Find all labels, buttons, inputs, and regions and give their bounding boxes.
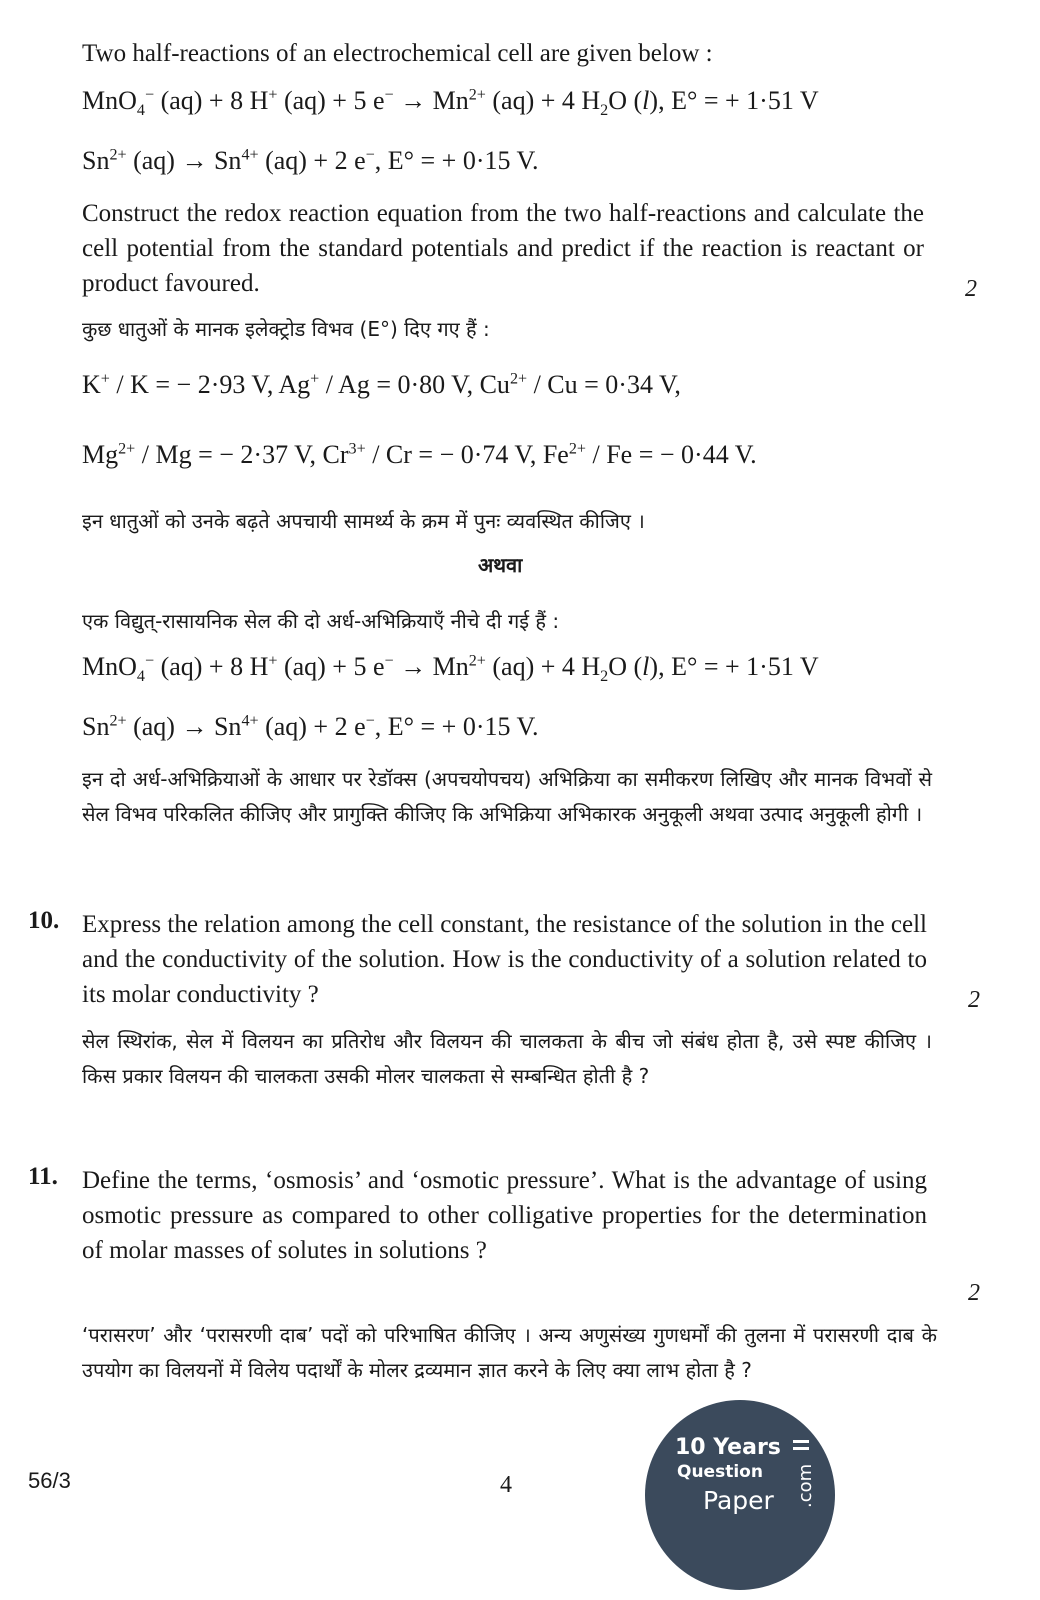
logo-line-3: Paper [703,1486,774,1515]
q10-number: 10. [28,907,60,934]
q11-text: Define the terms, ‘osmosis’ and ‘osmotic pressure’. What is the advantage of using osmotic pressure as compared to other colligative properties for the determination of molar masses of solutes in solutions ? [82,1167,927,1264]
q9-hindi-question: इन धातुओं को उनके बढ़ते अपचायी सामर्थ्य के क्रम में पुनः व्यवस्थित कीजिए । [82,509,645,533]
potentials-row-2: $Mg^{2+}$ / Mg = − 2·37 V, $Cr^{3+}$ / Cr = − 0·74 V, $Fe^{2+}$ / Fe = − 0·44 V. [82,440,757,469]
q9-marks: 2 [965,276,977,302]
q10-hindi: सेल स्थिरांक, सेल में विलयन का प्रतिरोध और विलयन की चालकता के बीच जो संबंध होता है, उसे स्पष्ट कीजिए । किस प्रकार विलयन की चालकता उसकी मोलर चालकता से सम्बन्धित होती है ? [82,1029,932,1088]
q10-marks: 2 [968,987,980,1013]
potentials-row-1: K+ / K = − 2·93 V, Ag+ / Ag = 0·80 V, $Cu^{2+} / Cu = 0\cdot 34$ V, [82,370,681,399]
equation-mno4: MnO$_4$− (aq) + 8 H+ (aq) + 5 $e^- \to Mn^{2+}$ (aq) + 4 $H_2O$ (l), E° = + 1·51 V [82,86,819,120]
q11-marks: 2 [968,1280,980,1306]
q9-question: Construct the redox reaction equation from the two half-reactions and calculate the cell potential from the standard potentials and predict if the reaction is reactant or product favoured. [82,200,924,297]
q11-number: 11. [28,1163,58,1190]
or-separator: अथवा [478,553,523,577]
q9-hindi-intro: कुछ धातुओं के मानक इलेक्ट्रोड विभव (E°) दिए गए हैं : [82,317,490,341]
q10-text: Express the relation among the cell constant, the resistance of the solution in the cell and the conductivity of the solution. How is the conductivity of a solution related to its molar conductivity ? [82,911,927,1008]
page-number: 4 [500,1472,512,1498]
site-logo [645,1400,835,1590]
q11-hindi: ‘परासरण’ और ‘परासरणी दाब’ पदों को परिभाषित कीजिए । अन्य अणुसंख्य गुणधर्मों की तुलना में परासरणी दाब के उपयोग का विलयनों में विलेय पदार्थों के मोलर द्रव्यमान ज्ञात करने के लिए क्या लाभ होता है ? [82,1323,937,1382]
equation-sn: $Sn^{2+}$ $(aq) \to Sn^{4+}$ (aq) + 2 e−, E° = + 0·15 V. [82,146,539,175]
logo-line-4: .com [795,1463,816,1508]
logo-line-1: 10 Years [675,1435,781,1460]
q9-intro: Two half-reactions of an electrochemical cell are given below : [82,40,713,67]
logo-line-2: Question [677,1462,763,1482]
logo-stripes-icon [793,1440,809,1454]
equation-sn-or: $Sn^{2+}$ $(aq) \to Sn^{4+}$ (aq) + 2 e−, E° = + 0·15 V. [82,712,539,741]
equation-mno4-or: MnO$_4$− (aq) + 8 H+ (aq) + 5 $e^- \to Mn^{2+}$ (aq) + 4 $H_2O$ (l), E° = + 1·51 V [82,652,819,686]
q9-hindi-or-question: इन दो अर्ध-अभिक्रियाओं के आधार पर रेडॉक्स (अपचयोपचय) अभिक्रिया का समीकरण लिखिए और मानक विभवों से सेल विभव परिकलित कीजिए और प्रागुक्ति कीजिए कि अभिक्रिया अभिकारक अनुकूली अथवा उत्पाद अनुकूली होगी । [82,767,932,826]
q9-hindi-or-intro: एक विद्युत्-रासायनिक सेल की दो अर्ध-अभिक्रियाएँ नीचे दी गई हैं : [82,609,560,633]
paper-code: 56/3 [28,1468,71,1493]
